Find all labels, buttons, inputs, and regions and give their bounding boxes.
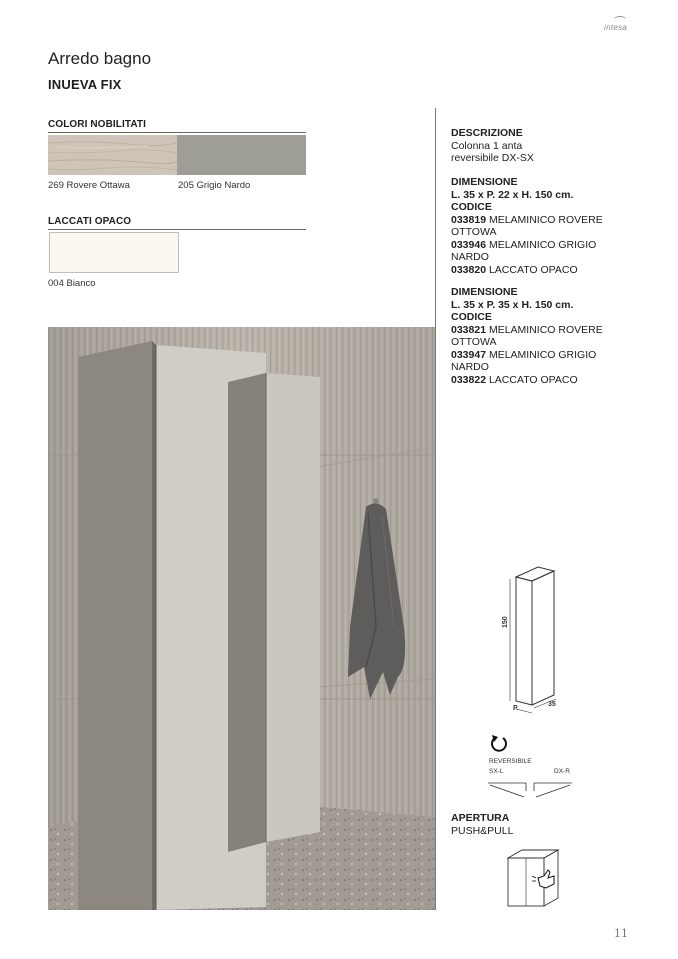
product-finish: MELAMINICO GRIGIO — [488, 238, 597, 251]
product-finish: LACCATO OPACO — [488, 373, 578, 386]
opening-block — [451, 812, 513, 837]
product-finish: MELAMINICO GRIGIO — [488, 348, 597, 361]
description-heading: DESCRIZIONE — [451, 127, 523, 139]
product-code: 033819 — [451, 213, 487, 226]
product-code: 033947 — [451, 348, 487, 361]
product-finish: MELAMINICO ROVERE — [488, 213, 603, 226]
depth-label: P. — [513, 705, 519, 712]
product-finish-cont: OTTOWA — [451, 226, 497, 238]
dimension-heading: DIMENSIONE — [451, 176, 518, 188]
wood-texture — [48, 135, 177, 175]
height-label: 150 — [502, 616, 509, 628]
page-number: 11 — [614, 927, 628, 940]
product-code: 033946 — [451, 238, 487, 251]
brand-logo-mark — [614, 16, 626, 23]
description-line: Colonna 1 anta — [451, 139, 523, 152]
reversible-right-label: DX-R — [554, 768, 570, 775]
reverse-arrow-icon — [489, 733, 509, 753]
dimension-value: L. 35 x P. 22 x H. 150 cm. — [451, 188, 574, 201]
swatch-bianco — [49, 232, 179, 273]
code-heading: CODICE — [451, 311, 492, 323]
product-finish-cont: OTTOWA — [451, 336, 497, 348]
code-row — [451, 374, 603, 387]
bathroom-scene — [48, 327, 435, 910]
push-pull-icon — [502, 848, 562, 910]
column-outline-icon — [496, 555, 586, 715]
door-swing-icon — [486, 777, 576, 799]
product-finish-cont: NARDO — [451, 251, 489, 263]
variant-block-1 — [451, 176, 603, 276]
product-code: 033822 — [451, 373, 487, 386]
variant-block-2 — [451, 286, 603, 386]
product-finish: LACCATO OPACO — [488, 263, 578, 276]
page-title: Arredo bagno — [48, 49, 152, 68]
opening-value: PUSH&PULL — [451, 824, 514, 837]
swatch-label: 004 Bianco — [48, 278, 96, 289]
swatch-grigio-nardo — [177, 135, 306, 175]
reversible-left-label: SX-L — [489, 768, 504, 775]
product-code: 033820 — [451, 263, 487, 276]
product-code: 033821 — [451, 323, 487, 336]
reversible-label: REVERSIBILE — [489, 758, 532, 765]
swatch-rovere-ottawa — [48, 135, 177, 175]
code-heading: CODICE — [451, 201, 492, 213]
width-label: 35 — [548, 701, 556, 708]
colors-divider — [48, 132, 306, 133]
code-row — [451, 349, 603, 362]
column-divider — [435, 108, 436, 910]
code-row — [451, 264, 603, 277]
code-row — [451, 214, 603, 227]
description-line: reversibile DX-SX — [451, 152, 534, 164]
opening-heading: APERTURA — [451, 812, 510, 824]
lacquer-heading: LACCATI OPACO — [48, 216, 132, 227]
dimension-diagram — [496, 555, 586, 715]
swatch-label: 269 Rovere Ottawa — [48, 180, 130, 191]
code-row — [451, 324, 603, 337]
brand-logo: intesa — [604, 23, 628, 32]
code-row — [451, 239, 603, 252]
product-photo — [48, 327, 435, 910]
description-block — [451, 127, 534, 165]
swatch-label: 205 Grigio Nardo — [178, 180, 251, 191]
lacquer-divider — [48, 229, 306, 230]
dimension-heading: DIMENSIONE — [451, 286, 518, 298]
product-name: INUEVA FIX — [48, 77, 122, 92]
product-finish-cont: NARDO — [451, 361, 489, 373]
dimension-value: L. 35 x P. 35 x H. 150 cm. — [451, 298, 574, 311]
product-finish: MELAMINICO ROVERE — [488, 323, 603, 336]
colors-heading: COLORI NOBILITATI — [48, 119, 146, 130]
